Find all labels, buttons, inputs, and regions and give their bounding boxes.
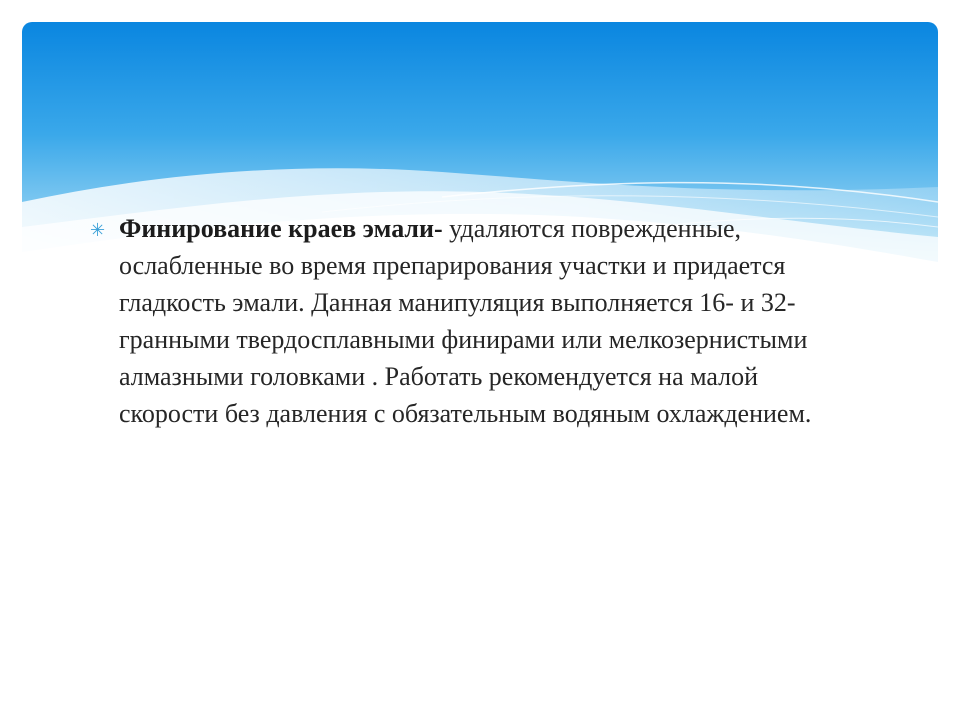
paragraph-text: удаляются поврежденные, ослабленные во время препарирования участки и придается гладкость эмали. Данная манипуляция выполняется 16- и 32-гранными твердосплавными финирами или мелкозернистыми алмазными головками . Работать рекомендуется на малой скорости без давления с обязательным водяным охлаждением.: [119, 214, 812, 428]
slide-body: [90, 210, 830, 432]
asterisk-bullet-icon: ✳: [90, 220, 106, 241]
bold-term: Финирование краев эмали-: [119, 214, 443, 243]
bullet-paragraph: [90, 210, 830, 432]
